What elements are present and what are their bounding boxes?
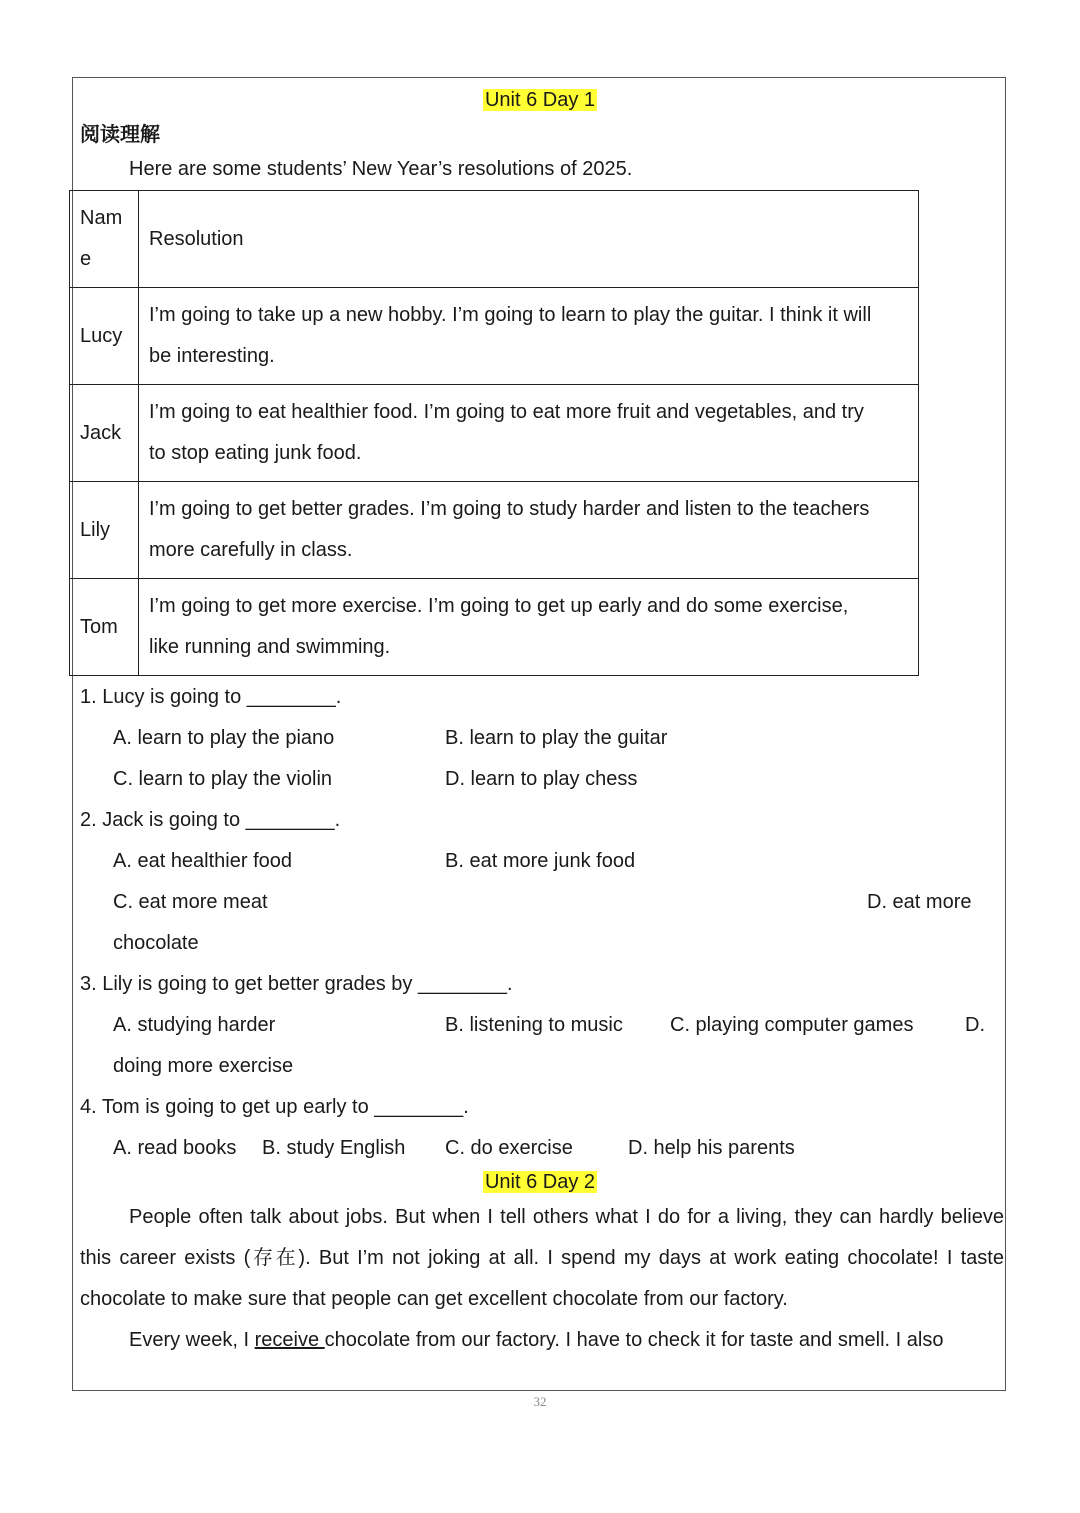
row-resolution	[139, 579, 919, 676]
table-row	[70, 482, 919, 579]
paragraph-2-start: Every week, I	[129, 1329, 255, 1351]
header-resolution-cell: Resolution	[139, 191, 919, 288]
resolution-line: like running and swimming.	[149, 636, 391, 658]
question-2-option-d: D. eat more	[867, 891, 972, 913]
question-2-option-d-cont: chocolate	[113, 932, 199, 954]
day2-paragraph-2	[80, 1320, 1004, 1361]
row-name: Jack	[70, 385, 139, 482]
intro-text: Here are some students’ New Year’s resolutions of 2025.	[129, 158, 633, 180]
row-name: Lucy	[70, 288, 139, 385]
paragraph-2-end: chocolate from our factory. I have to check it for taste and smell. I also	[324, 1329, 944, 1351]
resolution-line: be interesting.	[149, 345, 275, 367]
resolution-line: I’m going to eat healthier food. I’m going to eat more fruit and vegetables, and try	[149, 401, 864, 423]
row-name: Tom	[70, 579, 139, 676]
question-4-stem: 4. Tom is going to get up early to ________.	[80, 1096, 469, 1118]
day1-title: Unit 6 Day 1	[484, 89, 596, 111]
header-name-line2: e	[80, 248, 92, 270]
header-name-cell	[70, 191, 139, 288]
question-3-option-c: C. playing computer games	[670, 1014, 914, 1036]
question-3-option-d-cont: doing more exercise	[113, 1055, 294, 1077]
day2-title: Unit 6 Day 2	[484, 1171, 596, 1193]
table-header-row	[70, 191, 919, 288]
row-name: Lily	[70, 482, 139, 579]
question-3-option-b: B. listening to music	[445, 1014, 623, 1036]
header-name-line1: Nam	[80, 207, 123, 229]
row-resolution	[139, 288, 919, 385]
question-2-stem: 2. Jack is going to ________.	[80, 809, 341, 831]
resolution-line: I’m going to get better grades. I’m going to study harder and listen to the teachers	[149, 498, 870, 520]
section-heading: 阅读理解	[80, 124, 160, 146]
resolution-line: I’m going to get more exercise. I’m going to get up early and do some exercise,	[149, 595, 849, 617]
question-4-option-b: B. study English	[262, 1137, 406, 1159]
day2-passage	[80, 1197, 1004, 1361]
day2-paragraph-1: People often talk about jobs. But when I tell others what I do for a living, they can hardly believe this career exists (存在). But I’m not joking at all. I spend my days at work eating chocolate! I taste chocolate to make sure that people can get excellent chocolate from our factory.	[80, 1206, 1004, 1310]
question-2-option-b: B. eat more junk food	[445, 850, 636, 872]
page-number: 32	[533, 1394, 547, 1409]
question-1-option-b: B. learn to play the guitar	[445, 727, 668, 749]
question-2-option-a: A. eat healthier food	[113, 850, 293, 872]
question-1-stem: 1. Lucy is going to ________.	[80, 686, 342, 708]
row-resolution	[139, 385, 919, 482]
resolution-line: to stop eating junk food.	[149, 442, 362, 464]
day1-title-wrap	[0, 88, 1080, 112]
row-resolution	[139, 482, 919, 579]
day2-title-wrap	[0, 1170, 1080, 1194]
question-1-option-a: A. learn to play the piano	[113, 727, 335, 749]
question-1-option-d: D. learn to play chess	[445, 768, 638, 790]
question-3-option-a: A. studying harder	[113, 1014, 276, 1036]
resolutions-table	[69, 190, 919, 676]
question-4-option-c: C. do exercise	[445, 1137, 573, 1159]
resolution-line: I’m going to take up a new hobby. I’m going to learn to play the guitar. I think it will	[149, 304, 872, 326]
question-3-option-d: D.	[965, 1014, 985, 1036]
question-2-option-c: C. eat more meat	[113, 891, 268, 913]
question-4-option-a: A. read books	[113, 1137, 237, 1159]
question-1-option-c: C. learn to play the violin	[113, 768, 333, 790]
resolution-line: more carefully in class.	[149, 539, 353, 561]
question-4-option-d: D. help his parents	[628, 1137, 795, 1159]
underlined-word: receive	[254, 1329, 325, 1351]
table-row	[70, 288, 919, 385]
table-row	[70, 579, 919, 676]
question-3-stem: 3. Lily is going to get better grades by ________.	[80, 973, 513, 995]
table-row	[70, 385, 919, 482]
